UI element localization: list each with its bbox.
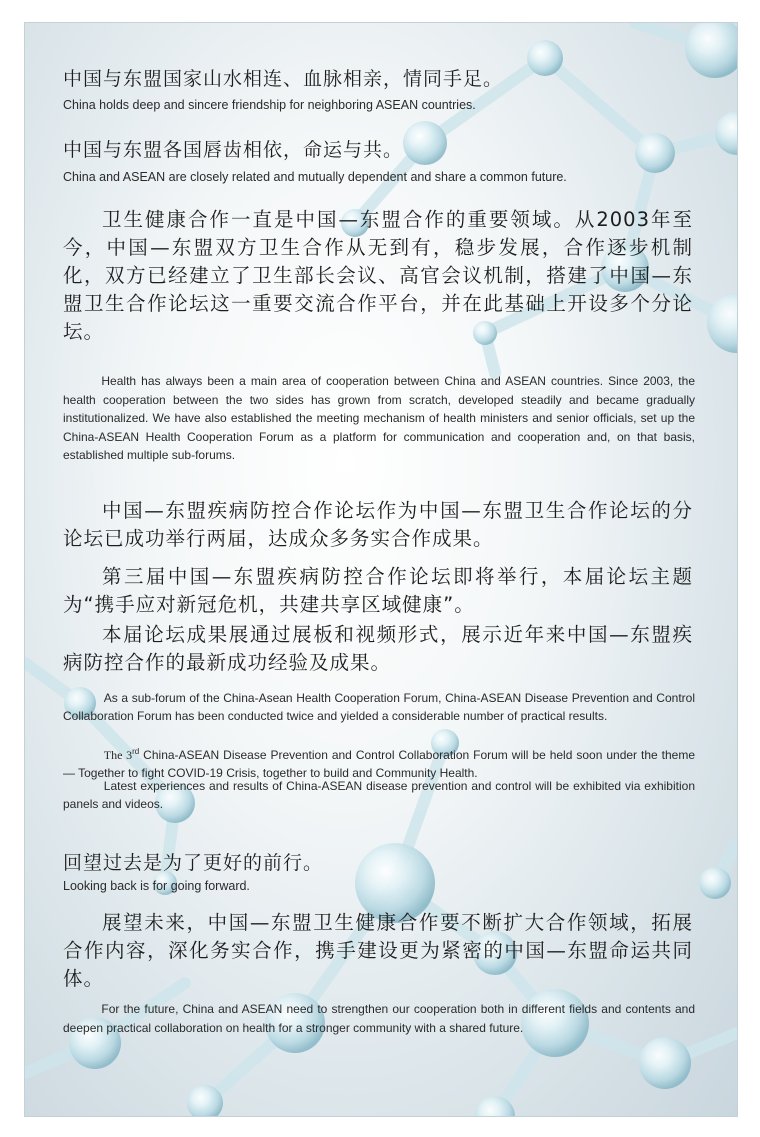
forum-theme-en-rest: China-ASEAN Disease Prevention and Control Collaboration Forum will be held soon under the theme — Together to fight COVID-19 Crisis, together to build and Community Health. <box>63 748 696 780</box>
forum-history-paragraph-en: As a sub-forum of the China-Asean Health Cooperation Forum, China-ASEAN Disease Prevention and Control Collaboration Forum has been conducted twice and yielded a considerable number of practical results. <box>63 691 695 723</box>
future-paragraph-en: For the future, China and ASEAN need to strengthen our cooperation both in different fields and contents and deepen practical collaboration on health for a stronger community with a shared future. <box>63 1002 695 1035</box>
heading-common-future-en: China and ASEAN are closely related and mutually dependent and share a common future. <box>63 170 567 184</box>
forum-theme-en-prefix: The 3 <box>103 748 133 762</box>
health-cooperation-paragraph-en: Health has always been a main area of cooperation between China and ASEAN countries. Since 2003, the health cooperation between the two sides has grown from scratch, developed steadily and became gradually institutionalized. We have also established the meeting mechanism of health ministers and senior officials, set up the China-ASEAN Health Cooperation Forum as a platform for communication and cooperation and, on that basis, established multiple sub-forums. <box>63 374 695 462</box>
heading-friendship-en: China holds deep and sincere friendship for neighboring ASEAN countries. <box>63 98 476 112</box>
forum-exhibition-paragraph-en: Latest experiences and results of China-ASEAN disease prevention and control will be exhibited via exhibition panels and videos. <box>63 779 695 811</box>
heading-looking-back-zh: 回望过去是为了更好的前行。 <box>63 852 324 874</box>
forum-history-paragraph-zh: 中国—东盟疾病防控合作论坛作为中国—东盟卫生合作论坛的分论坛已成功举行两届，达成众多务实合作成果。 <box>63 499 693 550</box>
future-paragraph-zh: 展望未来，中国—东盟卫生健康合作要不断扩大合作领域，拓展合作内容，深化务实合作，携手建设更为紧密的中国—东盟命运共同体。 <box>63 911 693 990</box>
poster <box>24 22 738 1117</box>
heading-friendship-zh: 中国与东盟国家山水相连、血脉相亲，情同手足。 <box>63 68 504 90</box>
forum-theme-en-ordinal: rd <box>132 747 140 756</box>
heading-looking-back-en: Looking back is for going forward. <box>63 879 250 893</box>
forum-theme-paragraph-en <box>63 743 695 782</box>
forum-exhibition-paragraph-zh: 本届论坛成果展通过展板和视频形式，展示近年来中国—东盟疾病防控合作的最新成功经验及成果。 <box>63 623 693 674</box>
health-cooperation-paragraph-zh: 卫生健康合作一直是中国—东盟合作的重要领域。从2003年至今，中国—东盟双方卫生合作从无到有，稳步发展，合作逐步机制化，双方已经建立了卫生部长会议、高官会议机制，搭建了中国—东盟卫生合作论坛这一重要交流合作平台，并在此基础上开设多个分论坛。 <box>63 208 693 343</box>
poster-content <box>25 23 737 1116</box>
forum-theme-paragraph-zh: 第三届中国—东盟疾病防控合作论坛即将举行，本届论坛主题为“携手应对新冠危机，共建共享区域健康”。 <box>63 565 693 616</box>
heading-common-future-zh: 中国与东盟各国唇齿相依，命运与共。 <box>63 139 404 161</box>
